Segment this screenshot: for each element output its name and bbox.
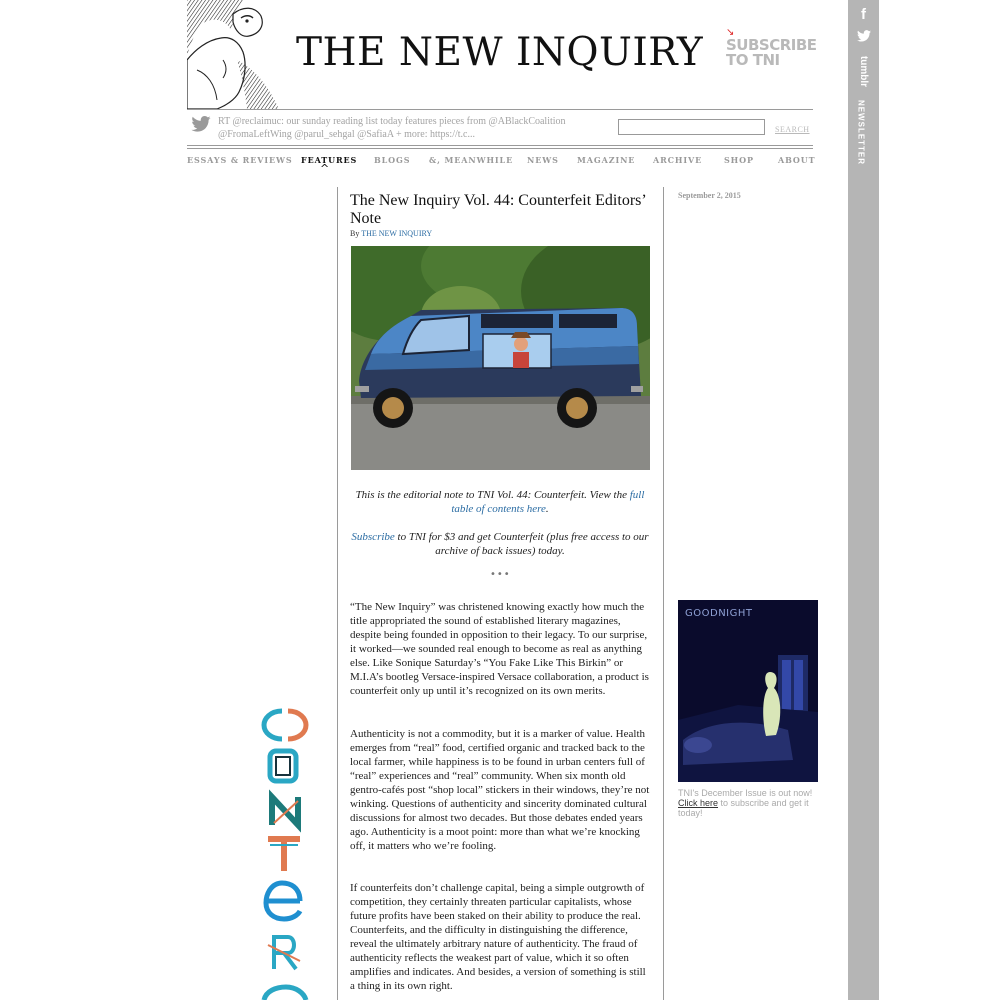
subscribe-inline-link[interactable]: Subscribe (351, 531, 395, 543)
main-nav (187, 155, 816, 169)
editorial-note (350, 488, 650, 516)
ad-title: GOODNIGHT (685, 608, 753, 619)
hero-image-van (351, 246, 650, 470)
nav-news[interactable]: NEWS (527, 155, 559, 165)
article-paragraph: Authenticity is not a commodity, but it is a marker of value. Health emerges from “real” food, certified organic and tracked back to the local farmer, while happiness is to be found in urban centers full of “real” experiences and “real” community. When six month old gentro-cafés post “shop local” stickers in their windows, they’re not winking. Questions of authenticity and sincerity dominated cultural discussions for almost two decades. But those debates ended years ago. Authenticity is a moot point: more than what we’re knocking off, it matters who we’re fooling. (350, 728, 650, 852)
author-link[interactable]: THE NEW INQUIRY (361, 229, 433, 238)
article-paragraph: If counterfeits don’t challenge capital, being a simple outgrowth of competition, they certainly threaten particular capitalists, whose future profits have been staked on their ability to produce the real. Counterfeits, and the difficulty in distinguishing the difference, reveal the ultimately arbitrary nature of authenticity. The fraud of authenticity reflects the weakest part of value, which it so often amplifies and indicates. And besides, a version of something is still a thing in its own right. (350, 882, 646, 992)
tumblr-label: tumblr (858, 55, 870, 88)
byline-prefix: By (350, 229, 360, 238)
header-divider (187, 109, 813, 110)
publish-date: September 2, 2015 (678, 191, 741, 200)
editorial-note-text: This is the editorial note to TNI Vol. 44: Counterfeit. View the (355, 489, 627, 501)
latest-tweet[interactable]: RT @reclaimuc: our sunday reading list today features pieces from @ABlackCoalition @FromaLeftWing @parul_sehgal @SafiaA + more: https://t.c... (218, 116, 566, 140)
tumblr-icon[interactable] (848, 52, 879, 92)
nav-divider-top (187, 145, 813, 146)
subscribe-note (350, 530, 650, 558)
newsletter-label: NEWSLETTER (856, 99, 866, 166)
article-title: The New Inquiry Vol. 44: Counterfeit Editors’ Note (350, 192, 646, 227)
active-nav-caret-icon: ^ (320, 162, 330, 175)
red-arrow-icon: ↘ (726, 27, 735, 38)
table-of-contents-link[interactable]: full table of contents here (451, 489, 645, 515)
twitter-icon[interactable] (848, 30, 879, 45)
search-input[interactable] (618, 119, 765, 135)
article-paragraph: “The New Inquiry” was christened knowing exactly how much the title appropriated the sound of established literary magazines, despite being founded in opposition to their legacy. To our surprise, it worked—we sounded real enough to become as real as anything else. Like Sonique Saturday’s “You Fake Like This Birkin” or M.I.A’s bootleg Versace-inspired Versace collaboration, a product is counterfeit only up until it’s recognized on its own merits. (350, 601, 649, 697)
december-issue-ad[interactable] (678, 600, 818, 782)
search-button[interactable]: SEARCH (775, 125, 810, 134)
twitter-bird-icon (191, 116, 211, 137)
social-sidebar (848, 0, 879, 1000)
nav-magazine[interactable]: MAGAZINE (577, 155, 636, 165)
newsletter-link[interactable] (848, 100, 879, 170)
counterfeit-decorative-lettering (260, 705, 320, 1000)
header-portrait-illustration (187, 0, 279, 109)
section-separator: ••• (490, 569, 511, 580)
nav-archive[interactable]: ARCHIVE (653, 155, 703, 165)
ad-click-here-link[interactable]: Click here (678, 798, 719, 808)
facebook-icon[interactable]: f (861, 6, 866, 23)
nav-about[interactable]: ABOUT (778, 155, 816, 165)
ad-caption-text: TNI's December Issue is out now! (678, 788, 813, 798)
nav-meanwhile[interactable]: &, MEANWHILE (429, 155, 514, 165)
ad-caption (678, 788, 818, 818)
byline (350, 229, 432, 238)
twitter-bird-icon (857, 30, 871, 42)
editorial-note-end: . (545, 503, 549, 515)
nav-features[interactable]: FEATURES (301, 155, 358, 165)
subscribe-note-text: to TNI for $3 and get Counterfeit (plus free access to our archive of back issues) today. (397, 531, 649, 557)
site-logo[interactable]: THE NEW INQUIRY (296, 30, 704, 75)
nav-shop[interactable]: SHOP (724, 155, 754, 165)
nav-essays-reviews[interactable]: ESSAYS & REVIEWS (187, 155, 293, 165)
subscribe-link[interactable]: SUBSCRIBE TO TNI (726, 36, 817, 69)
column-divider-left (337, 187, 338, 1000)
nav-divider-top-2 (187, 148, 813, 149)
ad-caption-end: to subscribe and get it today! (678, 798, 809, 818)
nav-blogs[interactable]: BLOGS (374, 155, 411, 165)
column-divider-right (663, 187, 664, 1000)
